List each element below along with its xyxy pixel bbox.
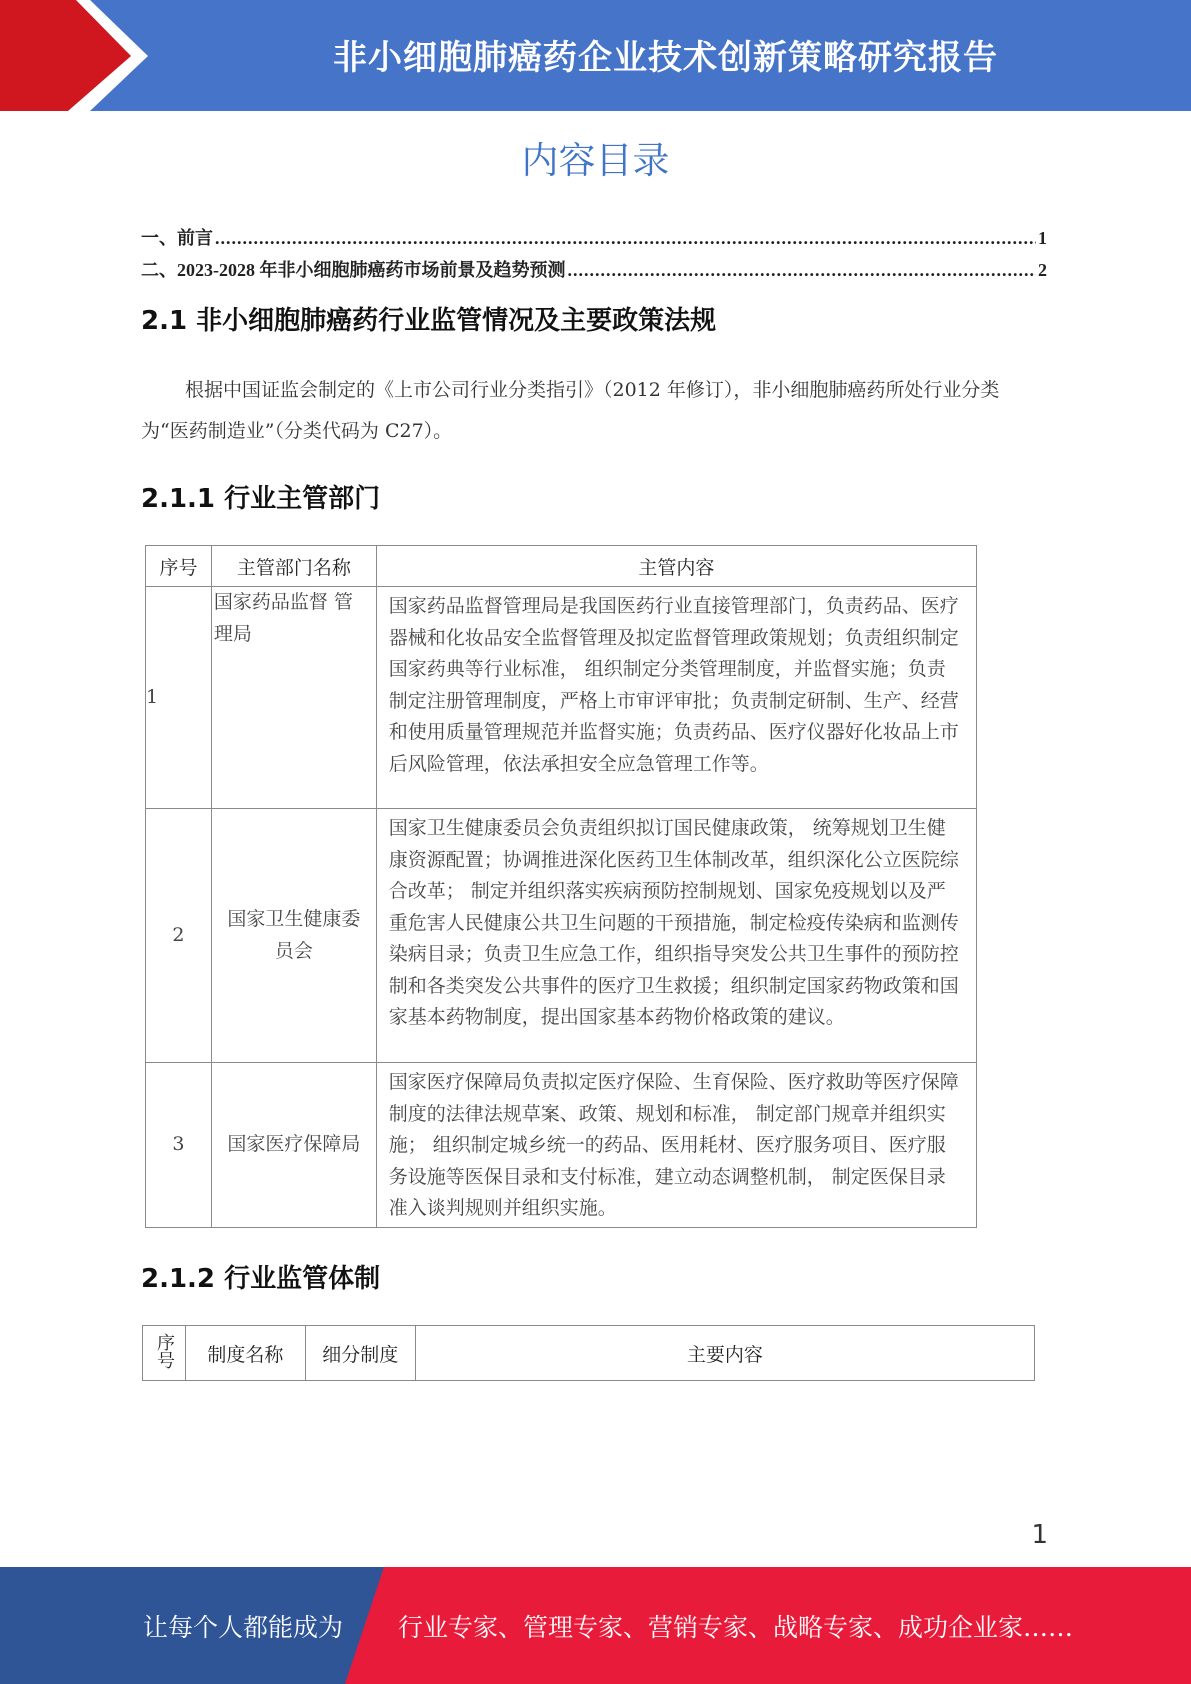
toc-leader-dots [568, 260, 1037, 281]
row-number: 1 [146, 587, 212, 809]
department-duties: 国家医疗保障局负责拟定医疗保险、生育保险、医疗救助等医疗保障制度的法律法规草案、政策、规划和标准， 制定部门规章并组织实施； 组织制定城乡统一的药品、医用耗材、医疗服务项目、医疗服务设施等医保目录和支付标准，建立动态调整机制， 制定医保目录准入谈判规则并组织实施。 [376, 1063, 976, 1228]
regulatory-system-table [142, 1325, 1035, 1381]
toc-leader-dots [215, 228, 1036, 249]
toc-entry-market-forecast[interactable] [141, 256, 1047, 282]
section-heading-2-1: 2.1 非小细胞肺癌药行业监管情况及主要政策法规 [141, 306, 717, 336]
toc-entry-label: 一、前言 [141, 228, 213, 248]
toc-entry-label: 二、2023-2028 年非小细胞肺癌药市场前景及趋势预测 [141, 260, 566, 280]
column-header: 细分制度 [305, 1326, 415, 1381]
table-header-row [146, 546, 977, 587]
section-heading-2-1-1: 2.1.1 行业主管部门 [141, 484, 381, 514]
report-title: 非小细胞肺癌药企业技术创新策略研究报告 [333, 37, 998, 78]
column-header [143, 1326, 186, 1381]
department-duties: 国家卫生健康委员会负责组织拟订国民健康政策， 统筹规划卫生健康资源配置；协调推进深化医药卫生体制改革，组织深化公立医院综合改革； 制定并组织落实疾病预防控制规划、国家免疫规划以及严重危害人民健康公共卫生问题的干预措施，制定检疫传染病和监测传染病目录；负责卫生应急工作，组织指导突发公共卫生事件的预防控制和各类突发公共事件的医疗卫生救援；组织制定国家药物政策和国家基本药物制度，提出国家基本药物价格政策的建议。 [376, 809, 976, 1063]
column-header: 主管部门名称 [211, 546, 376, 587]
column-header: 主管内容 [376, 546, 976, 587]
department-name: 国家药品监督 管理局 [211, 587, 376, 809]
row-number: 2 [146, 809, 212, 1063]
footer-slogan-left: 让每个人都能成为 [143, 1612, 344, 1642]
department-duties: 国家药品监督管理局是我国医药行业直接管理部门，负责药品、医疗器械和化妆品安全监督管理及拟定监督管理政策规划；负责组织制定国家药典等行业标准， 组织制定分类管理制度，并监督实施；负责制定注册管理制度，严格上市审评审批；负责制定研制、生产、经营和使用质量管理规范并监督实施；负责药品、医疗仪器好化妆品上市后风险管理，依法承担安全应急管理工作等。 [376, 587, 976, 809]
toc-heading: 内容目录 [521, 139, 670, 182]
toc-entry-page: 2 [1038, 260, 1047, 280]
table-header-row [143, 1326, 1035, 1381]
report-footer [0, 1567, 1191, 1684]
page-number: 1 [1031, 1520, 1048, 1550]
table-row [146, 587, 977, 809]
department-name: 国家卫生健康委员会 [211, 809, 376, 1063]
report-header [0, 0, 1191, 111]
table-row [146, 809, 977, 1063]
department-name: 国家医疗保障局 [211, 1063, 376, 1228]
column-header-text: 序号 [153, 1332, 175, 1369]
table-row [146, 1063, 977, 1228]
toc-entry-preface[interactable] [141, 224, 1047, 250]
row-number: 3 [146, 1063, 212, 1228]
toc-entry-page: 1 [1038, 228, 1047, 248]
column-header: 制度名称 [185, 1326, 305, 1381]
section-heading-2-1-2: 2.1.2 行业监管体制 [141, 1264, 381, 1294]
section-2-1-paragraph: 根据中国证监会制定的《上市公司行业分类指引》（2012 年修订），非小细胞肺癌药所处行业分类为“医药制造业”（分类代码为 C27）。 [141, 379, 1000, 442]
column-header: 序号 [146, 546, 212, 587]
regulators-table [145, 545, 977, 1228]
column-header: 主要内容 [415, 1326, 1034, 1381]
footer-slogan-right: 行业专家、管理专家、营销专家、战略专家、成功企业家…… [398, 1612, 1074, 1642]
